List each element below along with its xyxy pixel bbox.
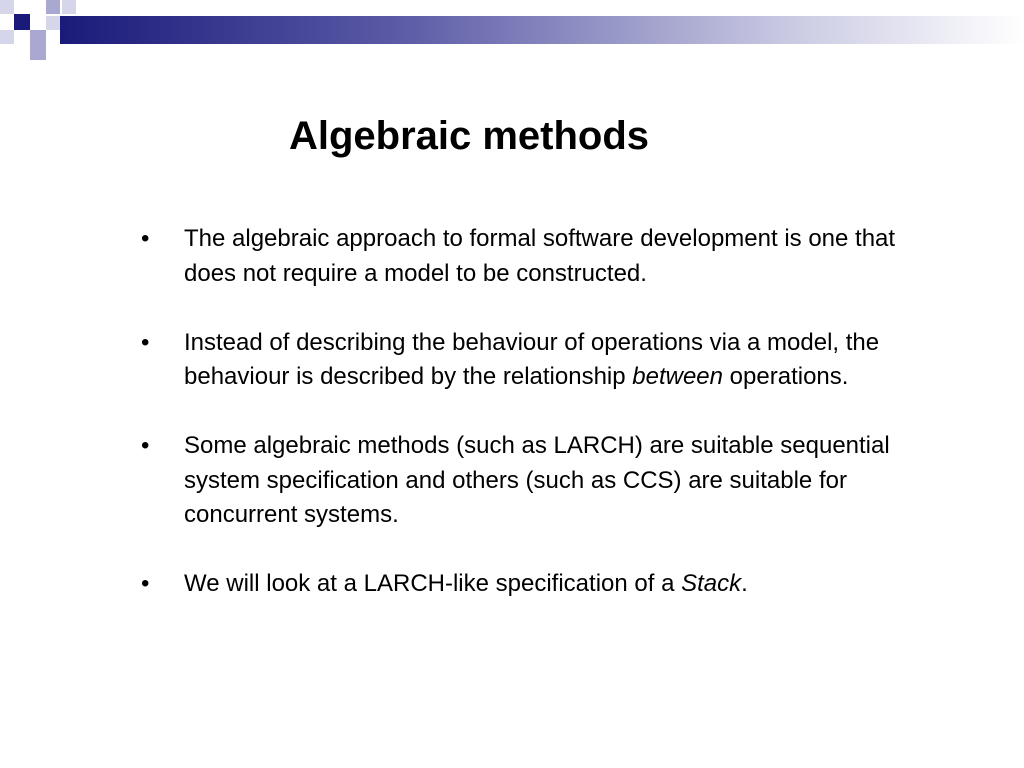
bullet-emphasis: Stack (681, 570, 742, 597)
corner-squares-graphic (0, 0, 1024, 64)
corner-square (14, 14, 30, 30)
bullet-text-tail: . (741, 570, 748, 597)
corner-square (30, 30, 46, 46)
bullet-item (141, 429, 901, 533)
corner-square (30, 46, 46, 60)
corner-square (46, 16, 60, 30)
corner-square (62, 0, 76, 14)
bullet-marker: • (141, 225, 150, 252)
bullet-emphasis: between (632, 363, 724, 390)
bullet-item (141, 326, 901, 395)
corner-square (0, 30, 14, 44)
bullet-text-tail: operations. (723, 363, 849, 390)
bullet-text: Some algebraic methods (such as LARCH) are suitable sequential system specification and others (such as CCS) are suitable for concurrent systems. (184, 432, 890, 528)
bullet-marker: • (141, 328, 150, 356)
bullet-text: The algebraic approach to formal software development is one that does not require a model to be constructed. (184, 225, 896, 287)
header-gradient-bar (60, 16, 1024, 44)
bullet-marker: • (141, 570, 150, 597)
bullet-text: We will look at a LARCH-like specification of a (184, 570, 682, 597)
bullet-marker: • (141, 432, 150, 459)
bullet-item (141, 567, 901, 602)
slide-title: Algebraic methods (288, 114, 650, 158)
bullet-text: Instead of describing the behaviour of operations via a model, the behaviour is described by the relationship (184, 328, 880, 390)
header-decoration (0, 0, 1024, 64)
corner-square (0, 0, 14, 14)
corner-square (46, 0, 60, 14)
bullet-item (141, 222, 901, 291)
bullet-list (141, 222, 901, 636)
